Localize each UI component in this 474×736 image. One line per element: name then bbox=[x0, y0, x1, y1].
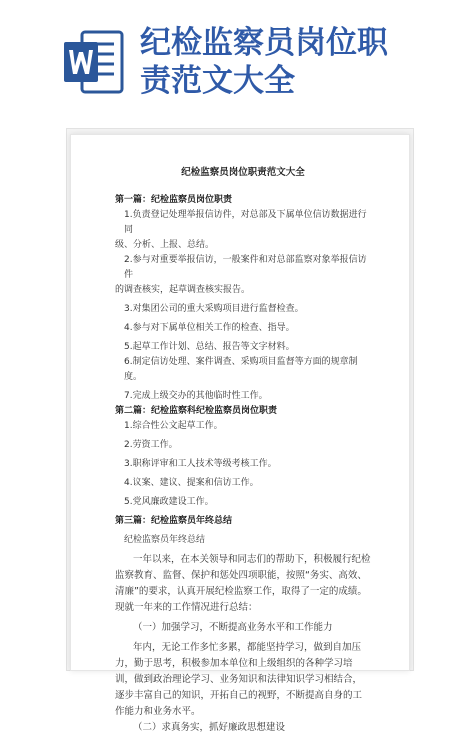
list-item: 2.参与对重要举报信访，一般案件和对总部监察对象举报信访件 bbox=[124, 255, 367, 280]
list-item: 4.议案、建议、提案和信访工作。 bbox=[124, 478, 259, 488]
list-item: 1.综合性公文起草工作。 bbox=[124, 421, 223, 431]
list-item: 4.参与对下属单位相关工作的检查、指导。 bbox=[124, 323, 295, 333]
list-item: 的调查核实，起草调查核实报告。 bbox=[115, 285, 251, 295]
paragraph: 年内，无论工作多忙多累，都能坚持学习，做到自加压力，勤于思考，积极参加本单位和上级组织的各种学习培训，做到政治理论学习、业务知识和法律知识学习相结合，逐步丰富自己的知识，开拓自己的视野，不断提高自身的工作能力和业务水平。 bbox=[115, 642, 363, 717]
list-item: 3.职称评审和工人技术等级考核工作。 bbox=[124, 459, 277, 469]
list-item: 5.党风廉政建设工作。 bbox=[124, 497, 214, 507]
document-title: 纪检监察员岗位职责范文大全 bbox=[181, 167, 305, 178]
list-item: 级、分析、上报、总结。 bbox=[115, 240, 215, 250]
paragraph-heading: （一）加强学习，不断提高业务水平和工作能力 bbox=[133, 622, 333, 633]
list-item: 5.起草工作计划、总结、报告等文字材料。 bbox=[124, 342, 295, 352]
document-page bbox=[70, 134, 410, 733]
word-document-icon bbox=[62, 28, 124, 96]
list-item: 1.负责登记处理举报信访件，对总部及下属单位信访数据进行同 bbox=[124, 210, 367, 235]
section-heading-2: 第二篇：纪检监察科纪检监察员岗位职责 bbox=[115, 406, 278, 416]
list-item: 2.劳资工作。 bbox=[124, 440, 178, 450]
section-subtitle: 纪检监察员年终总结 bbox=[124, 535, 206, 545]
banner-title-line1: 纪检监察员岗位职 bbox=[140, 25, 388, 61]
list-item: 6.制定信访处理、案件调查、采购项目监督等方面的规章制度。 bbox=[124, 357, 358, 382]
banner-title-line2: 责范文大全 bbox=[140, 63, 295, 99]
section-heading-3: 第三篇：纪检监察员年终总结 bbox=[115, 516, 233, 526]
banner-title bbox=[140, 24, 460, 100]
paragraph: 一年以来，在本关领导和同志们的帮助下，积极履行纪检监察教育、监督、保护和惩处四项职能，按照“务实、高效、清廉”的要求，认真开展纪检监察工作，取得了一定的成绩。现就一年来的工作情况进行总结： bbox=[115, 554, 371, 613]
paragraph-heading: （二）求真务实，抓好廉政思想建设 bbox=[133, 722, 286, 733]
document-body bbox=[115, 165, 371, 736]
header-banner bbox=[0, 0, 474, 120]
list-item: 7.完成上级交办的其他临时性工作。 bbox=[124, 391, 268, 401]
section-heading-1: 第一篇：纪检监察员岗位职责 bbox=[115, 195, 233, 205]
list-item: 3.对集团公司的重大采购项目进行监督检查。 bbox=[124, 304, 304, 314]
